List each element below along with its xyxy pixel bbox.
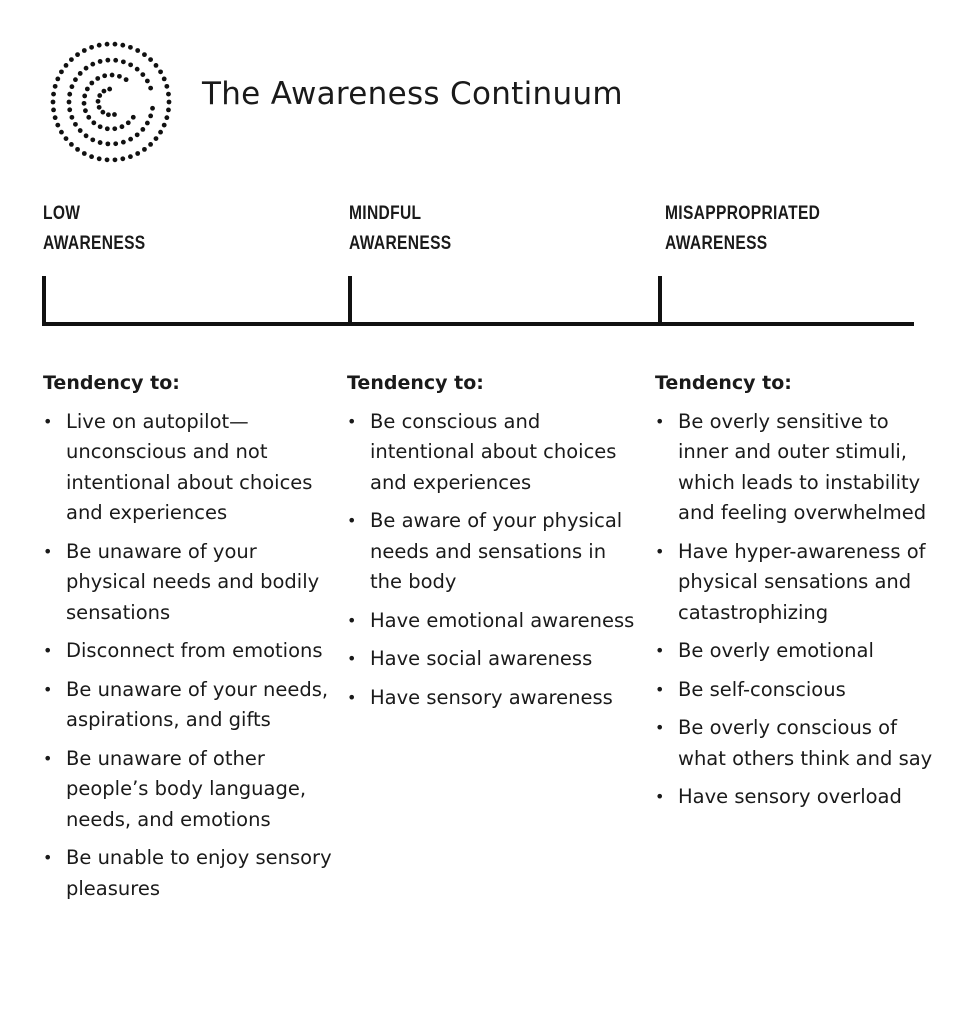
list-item-text: Be unaware of your needs, aspirations, and gifts: [66, 677, 329, 731]
spiral-dot: [55, 123, 60, 128]
continuum-axis: [42, 322, 914, 326]
spiral-dot: [67, 100, 72, 105]
spiral-dot: [124, 77, 129, 82]
column-mindful-awareness: [347, 368, 637, 721]
list-item-text: Have hyper-awareness of physical sensations and catastrophizing: [678, 539, 926, 624]
list-item: [347, 644, 637, 675]
bullet-icon: •: [655, 541, 665, 561]
list-item: [43, 407, 333, 529]
spiral-dot: [113, 141, 118, 146]
spiral-dot: [162, 123, 167, 128]
spiral-dot: [166, 108, 171, 113]
list-item: [655, 537, 945, 629]
list-item-text: Be aware of your physical needs and sensations in the body: [370, 509, 623, 593]
spiral-dot: [85, 87, 90, 92]
tendency-label: Tendency to:: [43, 372, 180, 394]
spiral-dot: [100, 110, 105, 115]
list-item: [347, 683, 637, 714]
bullet-icon: •: [43, 748, 53, 768]
spiral-dot: [105, 42, 110, 47]
spiral-dot: [131, 115, 136, 120]
spiral-dot: [135, 132, 140, 137]
spiral-dot: [166, 92, 171, 97]
bullet-icon: •: [43, 411, 53, 431]
spiral-dot: [126, 120, 131, 125]
bullet-icon: •: [347, 649, 357, 668]
list-item: [655, 407, 945, 529]
spiral-dot: [110, 73, 115, 78]
bullet-icon: •: [347, 511, 357, 530]
spiral-dot: [90, 137, 95, 142]
list-item: [655, 636, 945, 667]
spiral-dot: [59, 69, 64, 74]
spiral-dot: [164, 84, 169, 89]
bullet-icon: •: [655, 718, 665, 737]
spiral-dot: [135, 67, 140, 72]
bullet-icon: •: [655, 787, 665, 806]
list-item-text: Be unaware of your physical needs and bodily sensations: [66, 539, 320, 624]
bullet-icon: •: [43, 641, 53, 660]
spiral-dot: [105, 157, 110, 162]
spiral-dot: [154, 63, 159, 68]
list-item: [347, 506, 637, 598]
dotted-spiral-icon: [38, 38, 184, 166]
spiral-dot: [120, 124, 125, 129]
spiral-dot: [69, 142, 74, 147]
spiral-dot: [73, 122, 78, 127]
column-misappropriated-awareness: [655, 368, 945, 821]
spiral-dot: [82, 101, 87, 106]
spiral-dot: [83, 108, 88, 113]
list-item-text: Disconnect from emotions: [66, 639, 323, 662]
spiral-dot: [55, 76, 60, 81]
list-item-text: Be overly conscious of what others think and say: [678, 716, 933, 770]
spiral-dot: [75, 52, 80, 57]
heading-mindful-awareness: MINDFUL AWARENESS: [349, 203, 452, 254]
list-item: [43, 744, 333, 836]
bullet-icon: •: [347, 687, 357, 707]
spiral-dot: [148, 113, 153, 118]
spiral-dot: [145, 79, 150, 84]
spiral-dot: [102, 73, 107, 78]
spiral-dot: [84, 133, 89, 138]
spiral-dot: [51, 108, 56, 113]
spiral-dot: [162, 76, 167, 81]
spiral-dot: [90, 62, 95, 67]
spiral-dot: [91, 120, 96, 125]
spiral-dot: [78, 71, 83, 76]
tendency-list: [43, 407, 333, 905]
spiral-dot: [82, 48, 87, 53]
spiral-dot: [89, 154, 94, 159]
axis-tick-low: [42, 276, 46, 326]
spiral-dot: [112, 126, 117, 131]
tendency-list: [655, 407, 945, 813]
list-item-text: Be unable to enjoy sensory pleasures: [66, 846, 332, 900]
spiral-dot: [113, 58, 118, 63]
spiral-dot: [145, 121, 150, 126]
spiral-dot: [120, 43, 125, 48]
bullet-icon: •: [655, 411, 665, 431]
spiral-dot: [113, 42, 118, 47]
spiral-dot: [128, 62, 133, 67]
spiral-dot: [95, 76, 100, 81]
spiral-dot: [117, 74, 122, 79]
list-item-text: Have sensory overload: [678, 785, 902, 808]
spiral-dot: [84, 66, 89, 71]
bullet-icon: •: [347, 610, 357, 630]
spiral-dot: [82, 151, 87, 156]
spiral-dot: [51, 100, 56, 105]
list-item: [43, 636, 333, 667]
spiral-dot: [59, 130, 64, 135]
spiral-dot: [97, 93, 102, 98]
spiral-dot: [53, 115, 58, 120]
spiral-dot: [158, 69, 163, 74]
list-item-text: Be overly emotional: [678, 639, 874, 662]
spiral-dot: [105, 126, 110, 131]
spiral-dot: [148, 86, 153, 91]
spiral-dot: [148, 142, 153, 147]
list-item: [655, 713, 945, 774]
tendency-label: Tendency to:: [347, 372, 484, 394]
spiral-dot: [135, 151, 140, 156]
list-item: [43, 537, 333, 629]
bullet-icon: •: [655, 679, 665, 699]
heading-misappropriated-awareness: MISAPPROPRIATED AWARENESS: [665, 203, 821, 254]
spiral-dot: [70, 115, 75, 120]
tendency-label: Tendency to:: [655, 372, 792, 394]
spiral-dot: [86, 115, 91, 120]
spiral-dot: [128, 45, 133, 50]
list-item: [43, 843, 333, 904]
bullet-icon: •: [43, 541, 53, 561]
spiral-dot: [105, 141, 110, 146]
list-item: [43, 675, 333, 736]
spiral-dot: [51, 92, 56, 97]
axis-tick-mindful: [348, 276, 352, 326]
spiral-dot: [73, 77, 78, 82]
spiral-dot: [96, 99, 101, 104]
bullet-icon: •: [43, 679, 53, 699]
spiral-dot: [98, 59, 103, 64]
spiral-dot: [120, 156, 125, 161]
spiral-dot: [140, 72, 145, 77]
spiral-dot: [78, 128, 83, 133]
spiral-dot: [97, 105, 102, 110]
spiral-dot: [89, 45, 94, 50]
spiral-dot: [105, 58, 110, 63]
list-item-text: Have social awareness: [370, 647, 593, 670]
spiral-dot: [69, 57, 74, 62]
spiral-dot: [106, 112, 111, 117]
spiral-dot: [107, 87, 112, 92]
spiral-dot: [148, 57, 153, 62]
spiral-dot: [140, 127, 145, 132]
list-item-text: Be self-conscious: [678, 677, 846, 701]
spiral-dot: [135, 48, 140, 53]
spiral-dot: [121, 140, 126, 145]
spiral-dot: [98, 124, 103, 129]
spiral-dot: [67, 107, 72, 112]
spiral-dot: [142, 147, 147, 152]
spiral-dot: [97, 43, 102, 48]
spiral-dot: [53, 84, 58, 89]
spiral-dot: [128, 154, 133, 159]
list-item: [655, 782, 945, 813]
spiral-dot: [154, 136, 159, 141]
list-item-text: Be unaware of other people’s body language, needs, and emotions: [66, 746, 307, 831]
spiral-dot: [164, 115, 169, 120]
spiral-dot: [70, 84, 75, 89]
spiral-dot: [89, 81, 94, 86]
spiral-dot: [75, 147, 80, 152]
list-item: [655, 675, 945, 706]
spiral-dot: [113, 157, 118, 162]
axis-tick-misappropriated: [658, 276, 662, 326]
spiral-dot: [142, 52, 147, 57]
spiral-dot: [128, 137, 133, 142]
bullet-icon: •: [347, 411, 357, 431]
list-item-text: Live on autopilot— unconscious and not intentional about choices and experiences: [66, 409, 313, 524]
spiral-dot: [167, 100, 172, 105]
heading-low-awareness: LOW AWARENESS: [43, 203, 146, 254]
spiral-dot: [112, 112, 117, 117]
list-item-text: Be overly sensitive to inner and outer stimuli, which leads to instability and feeling overwhelmed: [678, 409, 927, 524]
spiral-dot: [67, 92, 72, 97]
tendency-list: [347, 407, 637, 714]
spiral-dot: [64, 63, 69, 68]
spiral-dot: [121, 59, 126, 64]
list-item: [347, 407, 637, 499]
spiral-dot: [150, 106, 155, 111]
spiral-dot: [98, 140, 103, 145]
spiral-dot: [64, 136, 69, 141]
list-item-text: Have emotional awareness: [370, 608, 635, 632]
spiral-dot: [82, 94, 87, 99]
list-item-text: Have sensory awareness: [370, 685, 613, 709]
spiral-dot: [97, 156, 102, 161]
column-low-awareness: [43, 368, 333, 912]
list-item-text: Be conscious and intentional about choices and experiences: [370, 409, 617, 494]
list-item: [347, 606, 637, 637]
spiral-dot: [102, 89, 107, 94]
page-title: The Awareness Continuum: [202, 76, 623, 112]
spiral-dot: [158, 130, 163, 135]
bullet-icon: •: [655, 641, 665, 660]
bullet-icon: •: [43, 848, 53, 867]
